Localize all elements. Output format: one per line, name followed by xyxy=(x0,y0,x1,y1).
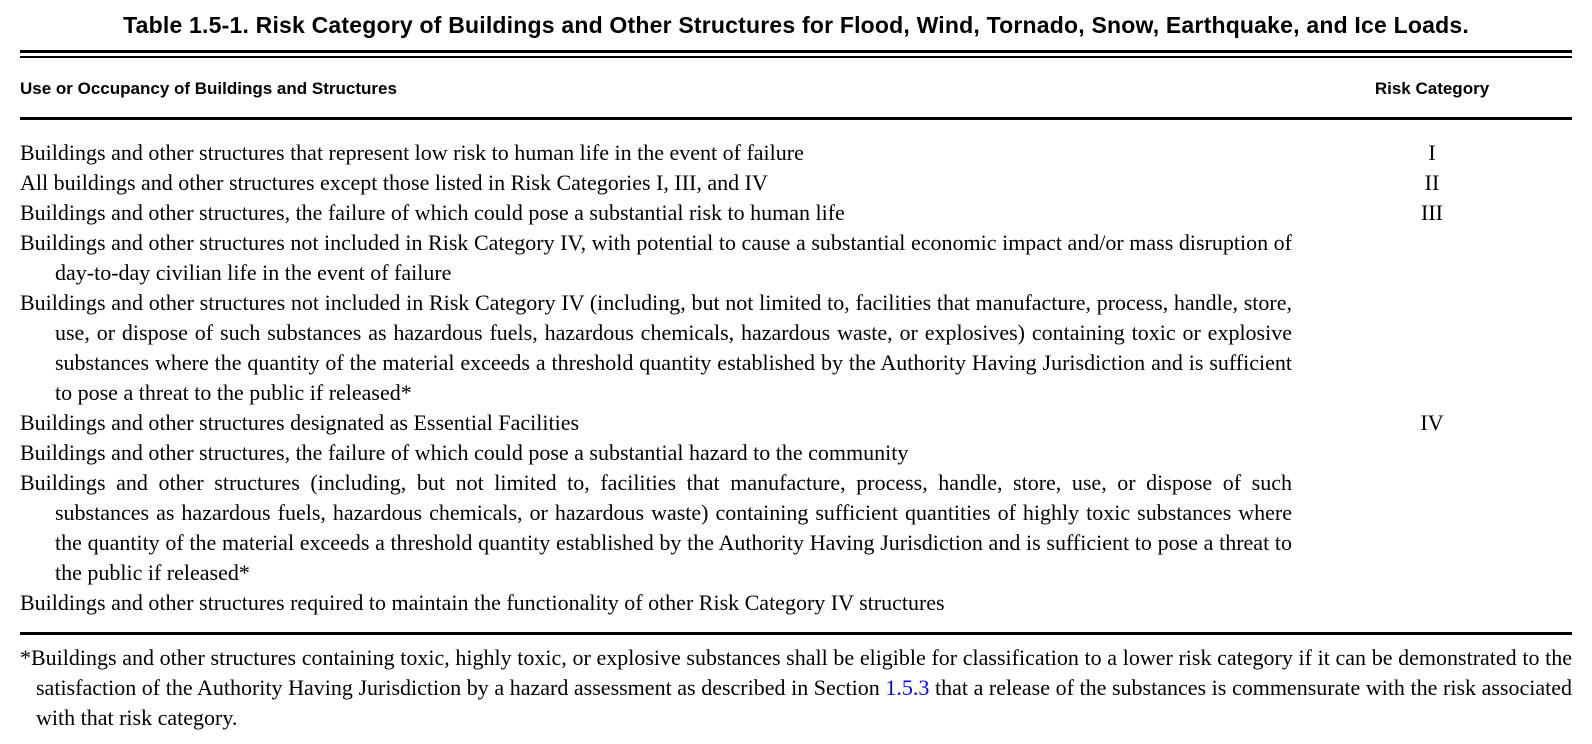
row-use-text: Buildings and other structures required to maintain the functionality of other Risk Category IV structures xyxy=(20,590,945,615)
row-risk-category: II xyxy=(1424,170,1440,195)
row-risk-category xyxy=(1292,588,1572,618)
footnote-text-prefix: *Buildings and other structures containing toxic, highly toxic, or explosive substances shall be eligible for classification to a lower risk category if it can be demonstrated to the satisfaction of the Authority Having Jurisdiction by a hazard assessment as described in Section xyxy=(20,645,1572,700)
row-risk-category: III xyxy=(1421,200,1443,225)
table-row xyxy=(20,138,1572,168)
section-1-5-3-link[interactable]: 1.5.3 xyxy=(885,675,930,700)
table-body xyxy=(20,138,1572,618)
footnote-text-suffix: that a release of the substances is commensurate with the risk associated with that risk category. xyxy=(36,675,1573,730)
table-header-row xyxy=(20,80,1572,98)
row-use-text: Buildings and other structures (including, but not limited to, facilities that manufacture, process, handle, store, use, or dispose of such substances as hazardous fuels, hazardous chemicals, or hazardous waste) containing sufficient quantities of highly toxic substances where the quantity of the material exceeds a threshold quantity established by the Authority Having Jurisdiction and is sufficient to pose a threat to the public if released* xyxy=(20,470,1292,585)
row-use-text: Buildings and other structures designated as Essential Facilities xyxy=(20,410,580,435)
table-row xyxy=(20,588,1572,618)
table-row xyxy=(20,168,1572,198)
row-use-text: Buildings and other structures, the failure of which could pose a substantial hazard to the community xyxy=(20,440,909,465)
table-row xyxy=(20,408,1572,438)
column-header-use-occupancy: Use or Occupancy of Buildings and Structures xyxy=(20,79,397,98)
table-title: Table 1.5-1. Risk Category of Buildings and Other Structures for Flood, Wind, Tornado, Snow, Earthquake, and Ice Loads. xyxy=(123,12,1469,38)
footnote xyxy=(20,643,1572,733)
row-use-text: Buildings and other structures not included in Risk Category IV, with potential to cause a substantial economic impact and/or mass disruption of day-to-day civilian life in the event of failure xyxy=(20,230,1292,285)
row-use-text: All buildings and other structures except those listed in Risk Categories I, III, and IV xyxy=(20,170,768,195)
row-risk-category: I xyxy=(1428,140,1436,165)
row-risk-category xyxy=(1292,228,1572,288)
row-risk-category: IV xyxy=(1420,410,1444,435)
row-use-text: Buildings and other structures that represent low risk to human life in the event of failure xyxy=(20,140,804,165)
table-row xyxy=(20,288,1572,408)
table-row xyxy=(20,468,1572,588)
footer-rule xyxy=(20,632,1572,635)
row-risk-category xyxy=(1292,288,1572,408)
double-rule-top xyxy=(20,50,1572,58)
row-use-text: Buildings and other structures not included in Risk Category IV (including, but not limited to, facilities that manufacture, process, handle, store, use, or dispose of such substances as hazardous fuels, hazardous chemicals, hazardous waste, or explosives) containing toxic or explosive substances where the quantity of the material exceeds a threshold quantity established by the Authority Having Jurisdiction and is sufficient to pose a threat to the public if released* xyxy=(20,290,1292,405)
row-use-text: Buildings and other structures, the failure of which could pose a substantial risk to human life xyxy=(20,200,845,225)
table-row xyxy=(20,198,1572,228)
header-rule xyxy=(20,117,1572,120)
table-row xyxy=(20,228,1572,288)
row-risk-category xyxy=(1292,468,1572,588)
column-header-risk-category: Risk Category xyxy=(1374,79,1490,98)
row-risk-category xyxy=(1292,438,1572,468)
table-row xyxy=(20,438,1572,468)
